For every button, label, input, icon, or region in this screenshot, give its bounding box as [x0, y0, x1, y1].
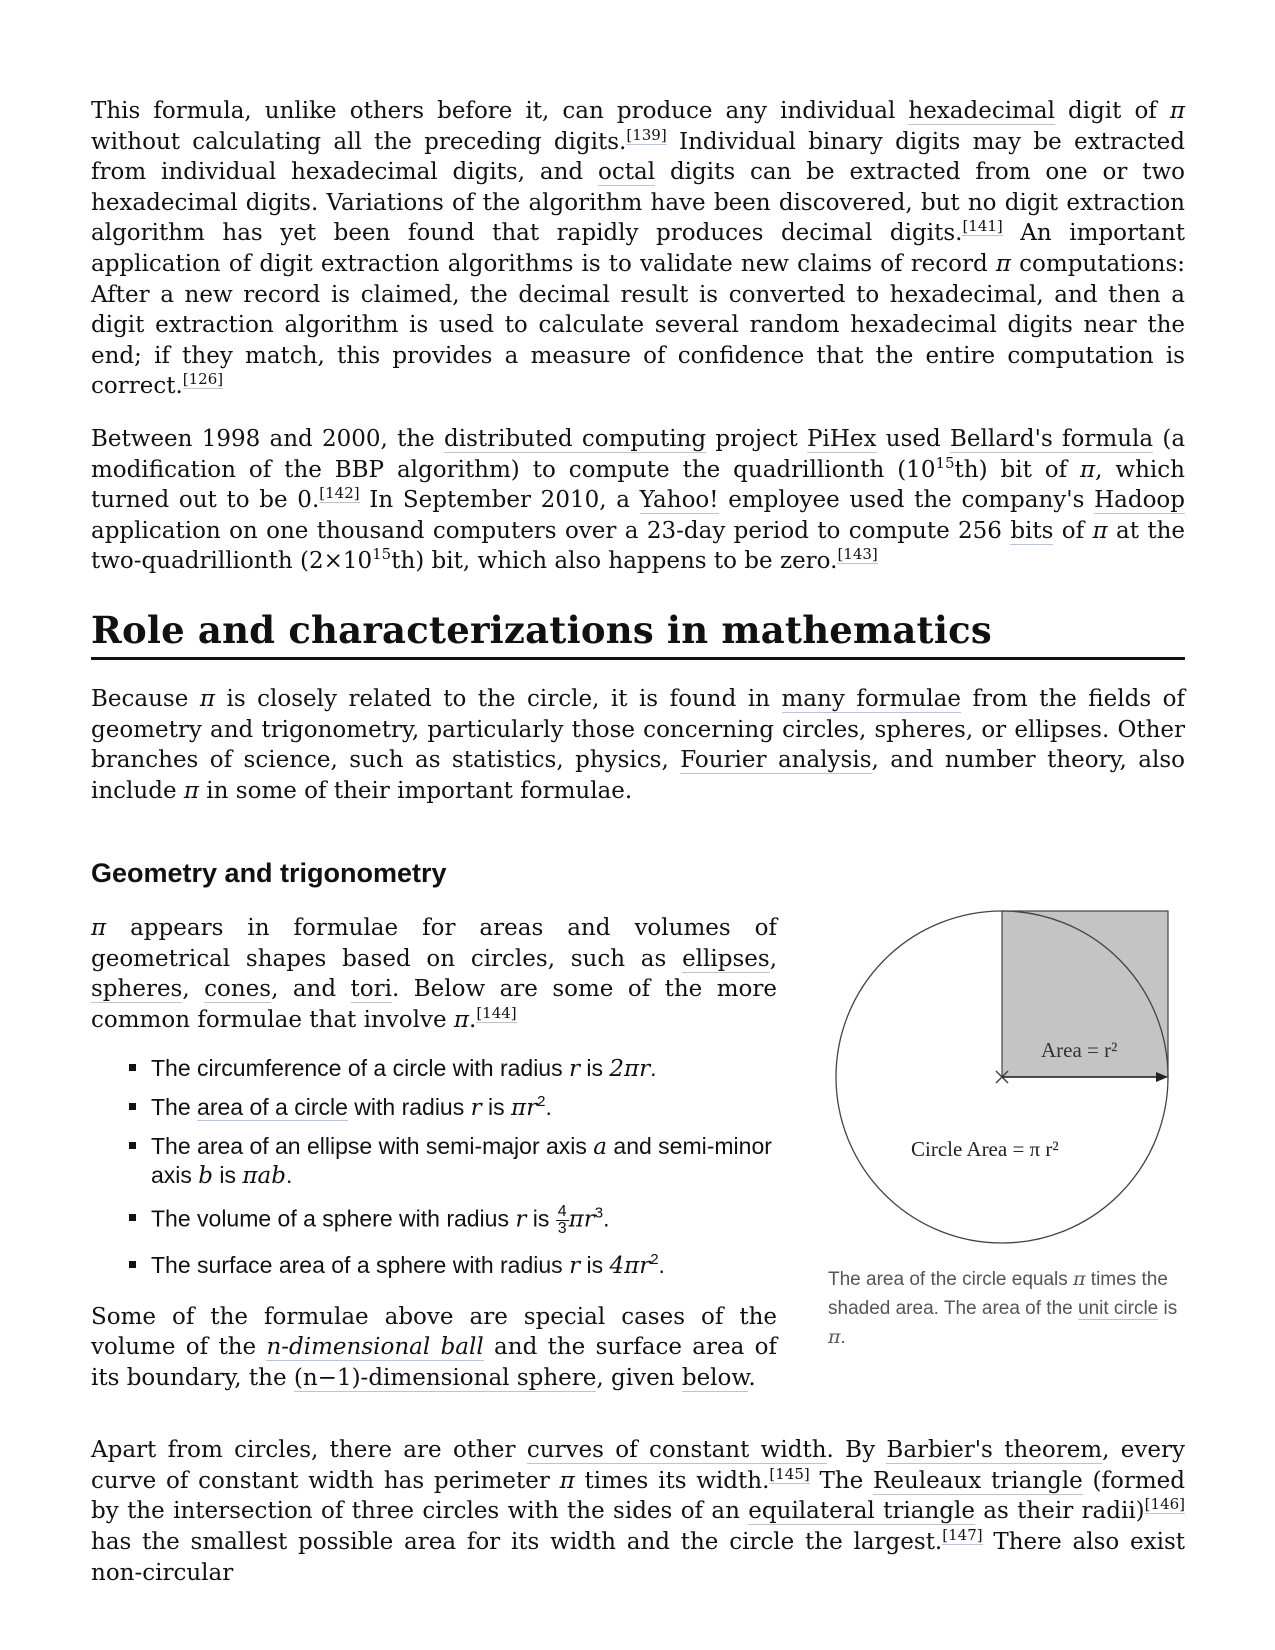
- link-below[interactable]: below: [681, 1364, 749, 1391]
- link-distributed-computing[interactable]: distributed computing: [444, 425, 707, 452]
- geometry-text-column: [91, 913, 777, 1393]
- link-equilateral-triangle[interactable]: equilateral triangle: [748, 1498, 975, 1525]
- link-unit-circle[interactable]: unit circle: [1078, 1297, 1159, 1319]
- figure-circle-area: [826, 905, 1182, 1353]
- link-many-formulae[interactable]: many formulae: [781, 685, 961, 712]
- fraction-four-thirds: $\frac{4}{3}$: [557, 1202, 567, 1237]
- citation-142[interactable]: [142]: [319, 484, 360, 503]
- paragraph-role-intro: Because π is closely related to the circle, it is found in many formulae from the fields of geometry and trigonometry, particularly those concerning circles, spheres, or ellipses. Other branches of science, such as statistics, physics, Fourier analysis, and number theory, also include π in some of their important formulae.: [91, 685, 1186, 804]
- link-bellards-formula[interactable]: Bellard's formula: [950, 425, 1154, 452]
- citation-145[interactable]: [145]: [769, 1464, 810, 1483]
- list-item: The area of a circle with radius r is $\pi r^2$.: [91, 1093, 777, 1122]
- citation-146[interactable]: [146]: [1144, 1495, 1186, 1514]
- link-cones[interactable]: cones: [204, 976, 272, 1003]
- link-area-of-a-circle[interactable]: area of a circle: [197, 1093, 348, 1120]
- circle-area-diagram: [826, 905, 1182, 1257]
- link-barbiers-theorem[interactable]: Barbier's theorem: [886, 1437, 1103, 1464]
- link-spheres[interactable]: spheres: [91, 976, 183, 1003]
- list-item: The area of an ellipse with semi-major axis a and semi-minor axis b is πab.: [91, 1132, 777, 1190]
- paragraph-geometry-intro: π appears in formulae for areas and volumes of geometrical shapes based on circles, such as ellipses, spheres, cones, and tori. Below are some of the more common formulae that involve π.[144]: [91, 915, 777, 1034]
- link-pihex[interactable]: PiHex: [807, 425, 877, 452]
- list-item: The volume of a sphere with radius r is $\frac{4}{3}$ $\pi r^3$.: [91, 1204, 777, 1237]
- link-n-minus-1-sphere[interactable]: (n−1)-dimensional sphere: [293, 1364, 597, 1391]
- paragraph-pihex: Between 1998 and 2000, the distributed computing project PiHex used Bellard's formula (a modification of the BBP algorithm) to compute the quadrillionth $(10^{15}th)$ bit of π, which turned out to be 0.[142] In September 2010, a Yahoo! employee used the company's Hadoop application on one thousand computers over a 23-day period to compute 256 bits of π at the two-quadrillionth $(2\times 10^{15}th)$ bit, which also happens to be zero.[143]: [91, 425, 1186, 575]
- link-yahoo[interactable]: Yahoo!: [639, 487, 719, 514]
- list-item: The circumference of a circle with radius r is 2πr.: [91, 1054, 777, 1083]
- link-hexadecimal[interactable]: hexadecimal: [908, 98, 1055, 124]
- link-octal[interactable]: octal: [598, 159, 656, 186]
- link-n-dimensional-ball[interactable]: n-dimensional ball: [266, 1334, 484, 1361]
- citation-126[interactable]: [126]: [182, 370, 224, 389]
- paragraph-constant-width: Apart from circles, there are other curves of constant width. By Barbier's theorem, every curve of constant width has perimeter π times its width.[145] The Reuleaux triangle (formed by the intersection of three circles with the sides of an equilateral triangle as their radii)[146] has the smallest possible area for its width and the circle the largest.[147] There also exist non-circular: [91, 1437, 1186, 1586]
- link-tori[interactable]: tori: [350, 976, 392, 1003]
- citation-141[interactable]: [141]: [962, 217, 1003, 236]
- paragraph-special-cases: Some of the formulae above are special cases of the volume of the n-dimensional ball and the surface area of its boundary, the (n−1)-dimensional sphere, given below.: [91, 1303, 777, 1391]
- formula-list: [91, 1054, 777, 1280]
- link-curves-of-constant-width[interactable]: curves of constant width: [526, 1437, 827, 1464]
- link-ellipses[interactable]: ellipses: [682, 945, 770, 972]
- link-reuleaux-triangle[interactable]: Reuleaux triangle: [873, 1467, 1083, 1494]
- link-fourier-analysis[interactable]: Fourier analysis: [680, 747, 872, 774]
- paragraph-digit-extraction: This formula, unlike others before it, can produce any individual hexadecimal digit of π without calculating all the preceding digits.[139] Individual binary digits may be extracted from individual hexadecimal digits, and octal digits can be extracted from one or two hexadecimal digits. Variations of the algorithm have been discovered, but no digit extraction algorithm has yet been found that rapidly produces decimal digits.[141] An important application of digit extraction algorithms is to validate new claims of record π computations: After a new record is claimed, the decimal result is converted to hexadecimal, and then a digit extraction algorithm is used to calculate several random hexadecimal digits near the end; if they match, this provides a measure of confidence that the entire computation is correct.[126]: [91, 98, 1185, 400]
- subsection-heading-geometry: Geometry and trigonometry: [91, 858, 447, 889]
- citation-144[interactable]: [144]: [476, 1004, 517, 1023]
- circle-area-label: Circle Area = π r²: [911, 1137, 1059, 1162]
- link-hadoop[interactable]: Hadoop: [1094, 487, 1186, 514]
- link-bits[interactable]: bits: [1010, 517, 1054, 544]
- list-item: The surface area of a sphere with radius r is $4\pi r^2$.: [91, 1251, 777, 1280]
- geometry-section: [91, 913, 1185, 1433]
- citation-147[interactable]: [147]: [942, 1526, 983, 1545]
- section-heading-role: Role and characterizations in mathematics: [91, 607, 1185, 660]
- figure-caption: The area of the circle equals π times the shaded area. The area of the unit circle is π.: [828, 1268, 1178, 1349]
- citation-139[interactable]: [139]: [626, 125, 667, 144]
- area-label: Area = r²: [1041, 1038, 1118, 1063]
- citation-143[interactable]: [143]: [837, 545, 878, 564]
